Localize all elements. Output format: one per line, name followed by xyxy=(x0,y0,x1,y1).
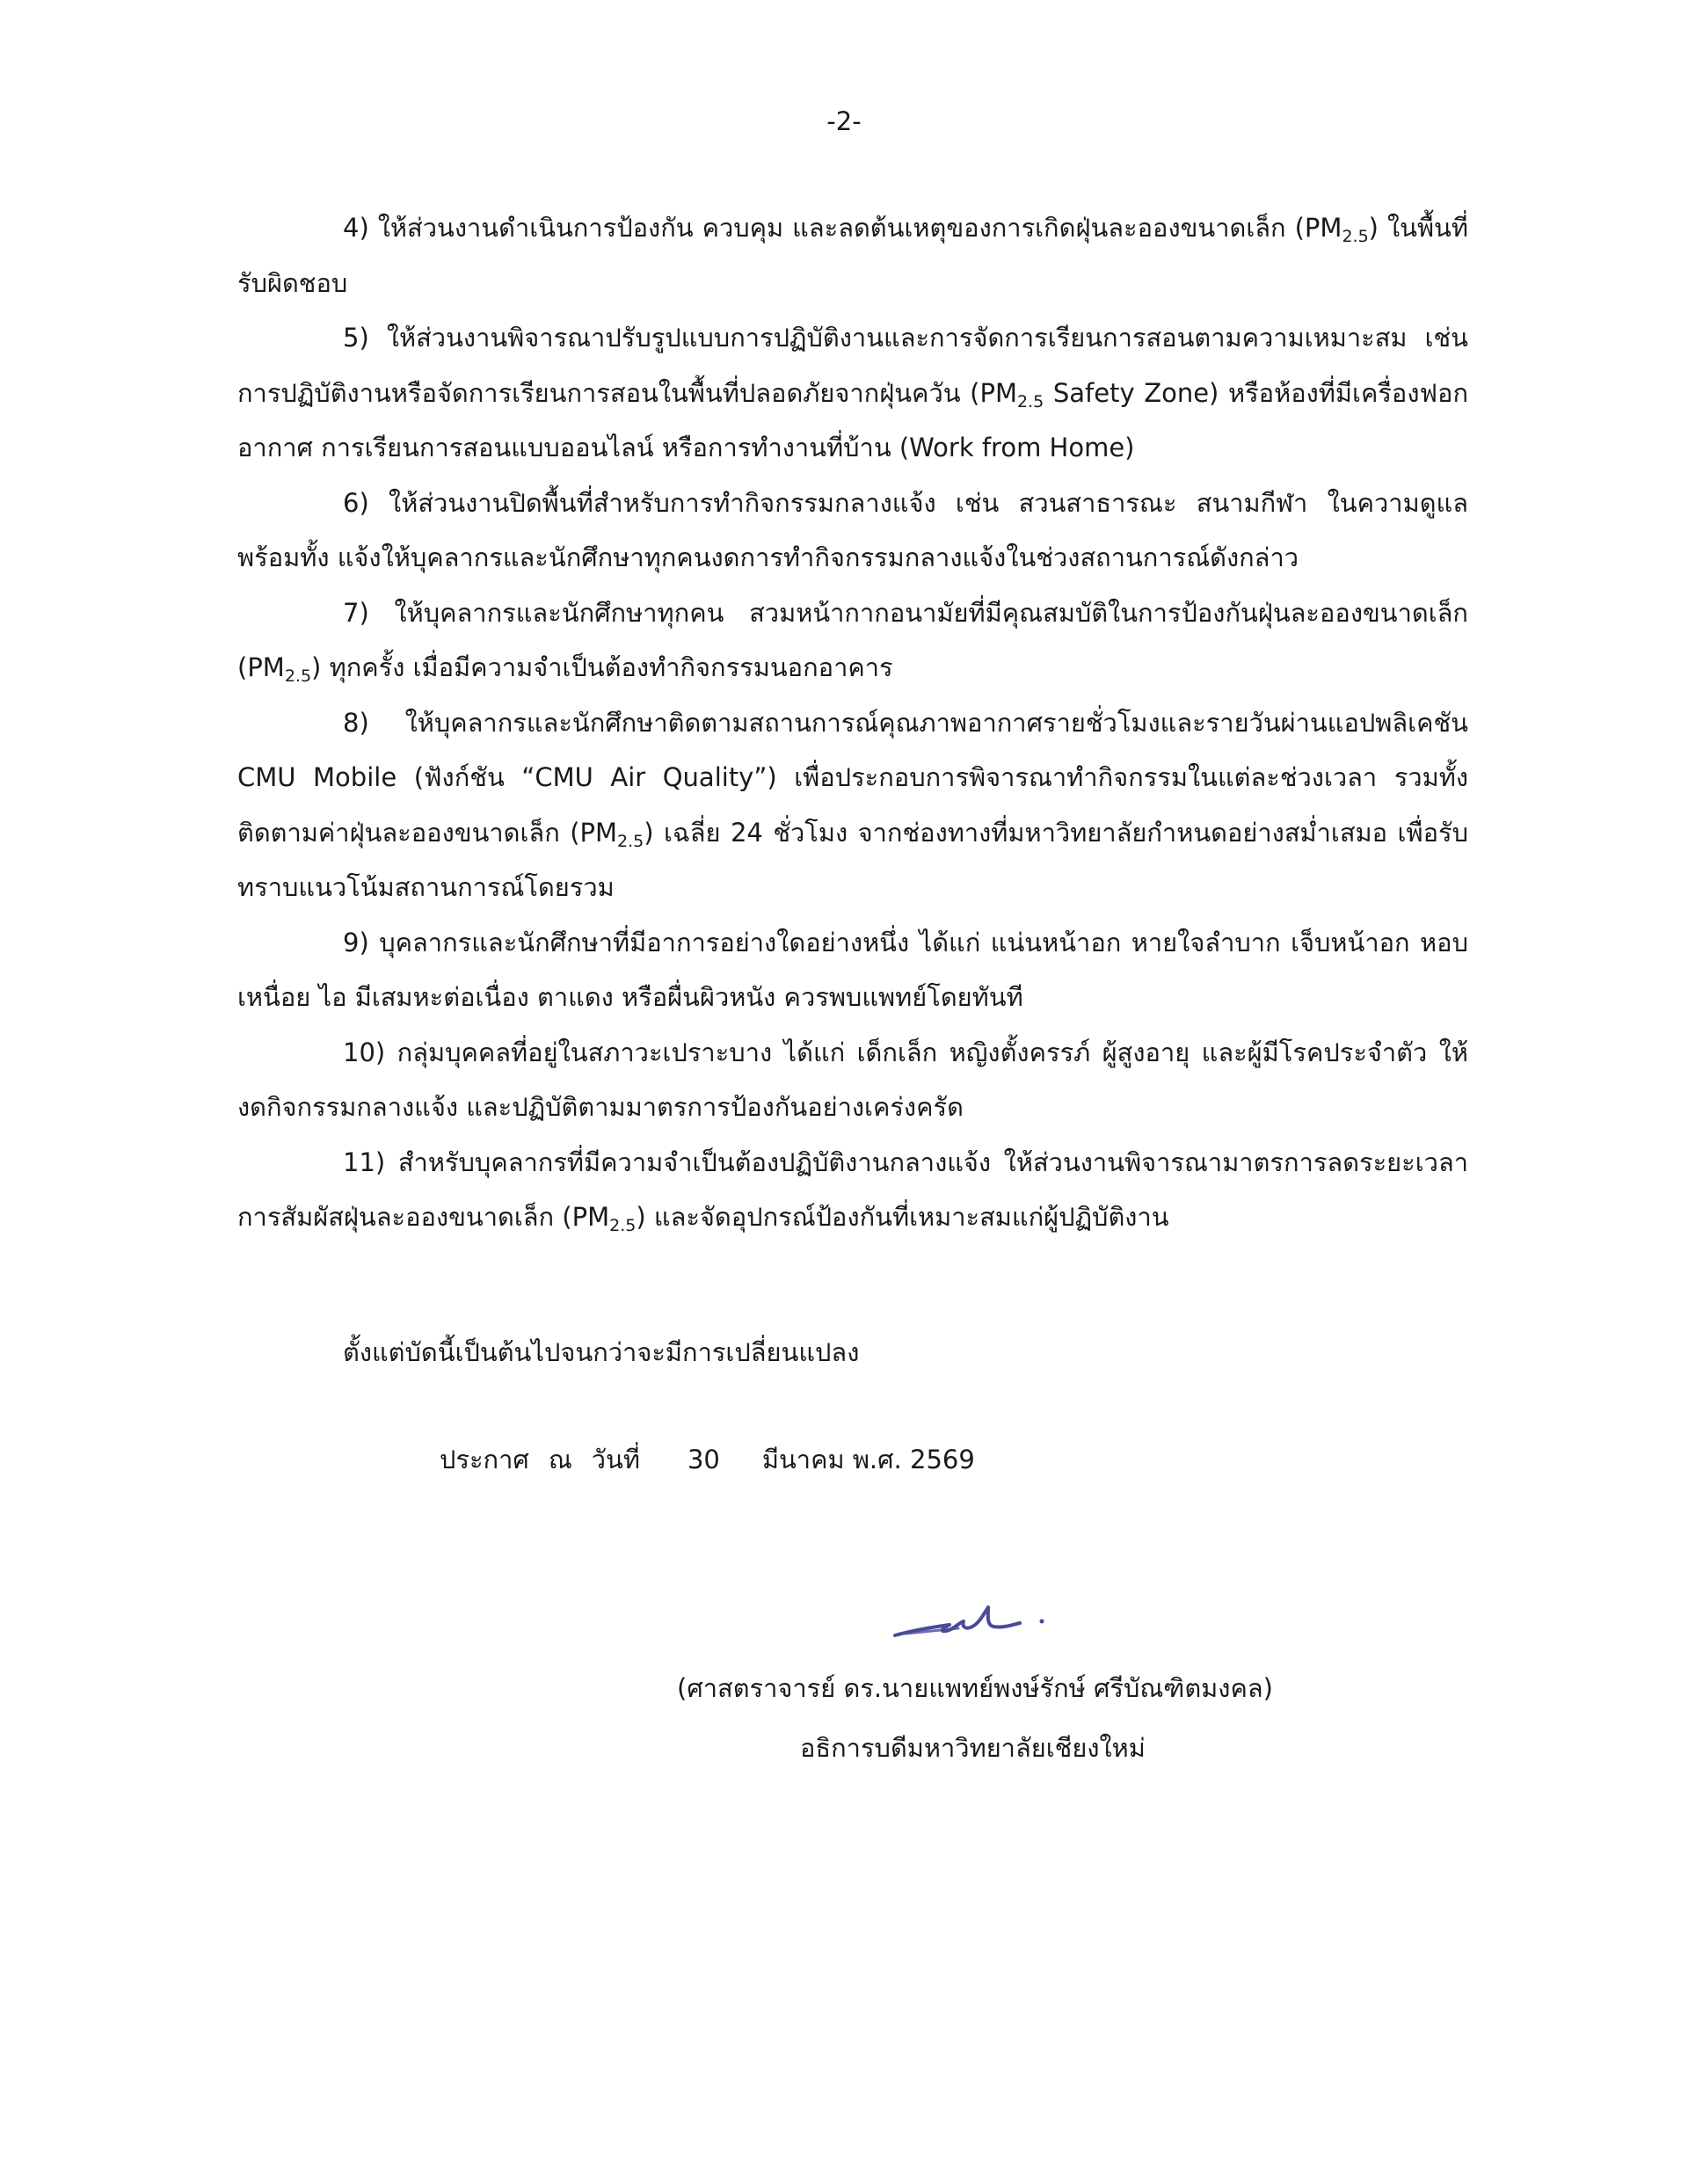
announce-month-year: มีนาคม พ.ศ. 2569 xyxy=(761,1445,975,1474)
clause-5: 5) ให้ส่วนงานพิจารณาปรับรูปแบบการปฏิบัติงานและการจัดการเรียนการสอนตามความเหมาะสม เช่น การปฏิบัติงานหรือจัดการเรียนการสอนในพื้นที่ปลอดภัยจากฝุ่นควัน ($PM_{2.5}$ Safety Zone) หรือห้องที่มีเครื่องฟอกอากาศ การเรียนการสอนแบบออนไลน์ หรือการทำงานที่บ้าน (Work from Home) xyxy=(237,323,1469,462)
clause-9: 9) บุคลากรและนักศึกษาที่มีอาการอย่างใดอย่างหนึ่ง ได้แก่ แน่นหน้าอก หายใจลำบาก เจ็บหน้าอก หอบ เหนื่อย ไอ มีเสมหะต่อเนื่อง ตาแดง หรือผื่นผิวหนัง ควรพบแพทย์โดยทันที xyxy=(237,927,1468,1012)
signer-title: อธิการบดีมหาวิทยาลัยเชียงใหม่ xyxy=(800,1733,1146,1763)
announce-day: 30 xyxy=(687,1445,720,1474)
clause-6: 6) ให้ส่วนงานปิดพื้นที่สำหรับการทำกิจกรรมกลางแจ้ง เช่น สวนสาธารณะ สนามกีฬา ในความดูแล พร้อมทั้ง แจ้งให้บุคลากรและนักศึกษาทุกคนงดการทำกิจกรรมกลางแจ้งในช่วงสถานการณ์ดังกล่าว xyxy=(237,487,1468,572)
clause-7: 7) ให้บุคลากรและนักศึกษาทุกคน สวมหน้ากากอนามัยที่มีคุณสมบัติในการป้องกันฝุ่นละอองขนาดเล็ก $(PM_{2.5})$ ทุกครั้ง เมื่อมีความจำเป็นต้องทำกิจกรรมนอกอาคาร xyxy=(237,597,1468,686)
announce-at: ณ xyxy=(548,1445,572,1474)
announcement-body xyxy=(237,200,1468,1245)
page-number: -2- xyxy=(826,106,862,136)
clause-11: 11) สำหรับบุคลากรที่มีความจำเป็นต้องปฏิบัติงานกลางแจ้ง ให้ส่วนงานพิจารณามาตรการลดระยะเวลาการสัมผัสฝุ่นละอองขนาดเล็ก $(PM_{2.5})$ และจัดอุปกรณ์ป้องกันที่เหมาะสมแก่ผู้ปฏิบัติงาน xyxy=(237,1147,1468,1235)
signature-image xyxy=(888,1590,1055,1642)
closing-statement: ตั้งแต่บัดนี้เป็นต้นไปจนกว่าจะมีการเปลี่ยนแปลง xyxy=(343,1337,860,1367)
clause-8: 8) ให้บุคลากรและนักศึกษาติดตามสถานการณ์คุณภาพอากาศรายชั่วโมงและรายวันผ่านแอปพลิเคชัน CMU Mobile (ฟังก์ชัน “CMU Air Quality”) เพื่อประกอบการพิจารณาทำกิจกรรมในแต่ละช่วงเวลา รวมทั้งติดตามค่าฝุ่นละอองขนาดเล็ก $(PM_{2.5})$ เฉลี่ย 24 ชั่วโมง จากช่องทางที่มหาวิทยาลัยกำหนดอย่างสม่ำเสมอ เพื่อรับทราบแนวโน้มสถานการณ์โดยรวม xyxy=(237,707,1468,902)
signer-name: (ศาสตราจารย์ ดร.นายแพทย์พงษ์รักษ์ ศรีบัณฑิตมงคล) xyxy=(677,1673,1273,1703)
announce-date-label: วันที่ xyxy=(591,1445,640,1474)
announcement-date xyxy=(440,1442,975,1477)
clause-4: 4) ให้ส่วนงานดำเนินการป้องกัน ควบคุม และลดต้นเหตุของการเกิดฝุ่นละอองขนาดเล็ก $(PM_{2.5})$ ในพื้นที่รับผิดชอบ xyxy=(237,213,1469,298)
clause-10: 10) กลุ่มบุคคลที่อยู่ในสภาวะเปราะบาง ได้แก่ เด็กเล็ก หญิงตั้งครรภ์ ผู้สูงอายุ และผู้มีโรคประจำตัว ให้งดกิจกรรมกลางแจ้ง และปฏิบัติตามมาตรการป้องกันอย่างเคร่งครัด xyxy=(237,1037,1468,1122)
announce-prefix: ประกาศ xyxy=(440,1445,529,1474)
